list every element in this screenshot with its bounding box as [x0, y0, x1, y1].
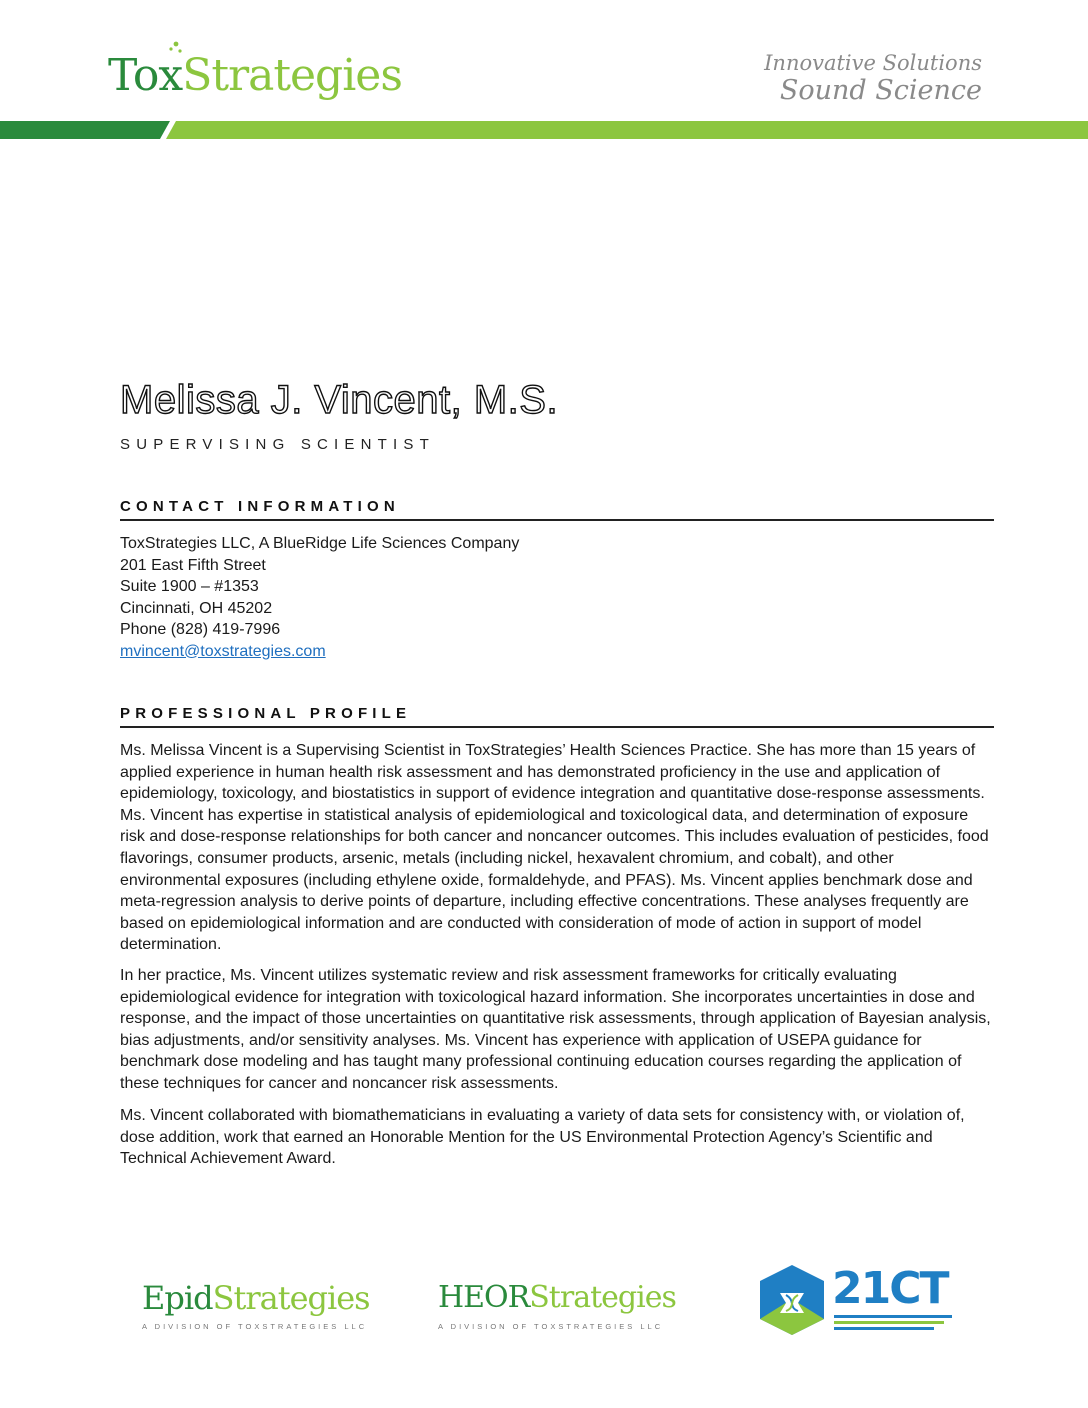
- contact-suite: Suite 1900 – #1353: [120, 578, 259, 595]
- contact-email-link[interactable]: mvincent@toxstrategies.com: [120, 642, 326, 660]
- epid-logo-part-b: Strategies: [212, 1279, 370, 1317]
- profile-heading: PROFESSIONAL PROFILE: [120, 705, 994, 728]
- profile-paragraph-1: Ms. Melissa Vincent is a Supervising Scientist in ToxStrategies’ Health Sciences Practice. She has more than 15 years of applied experience in human health risk assessment and has demonstrated proficiency in the use and application of epidemiology, toxicology, and biostatistics in support of evidence integration and quantitative dose-response assessments. Ms. Vincent has expertise in statistical analysis of epidemiological and toxicological data, and determination of exposure risk and dose-response relationships for both cancer and noncancer outcomes. This includes evaluation of pesticides, food flavorings, consumer products, arsenic, metals (including nickel, hexavalent chromium, and cobalt), and other environmental exposures (including ethylene oxide, formaldehyde, and PFAS). Ms. Vincent applies benchmark dose and meta-regression analysis to derive points of departure, including effective concentrations. These analyses frequently are based on epidemiological information and are conducted with consideration of mode of action in support of model determination.: [120, 742, 989, 954]
- heor-logo-part-a: HEOR: [438, 1280, 530, 1315]
- profile-paragraph-3: Ms. Vincent collaborated with biomathematicians in evaluating a variety of data sets for consistency with, or violation of, dose addition, work that earned an Honorable Mention for the US Environmental Protection Agency’s Scientific and Technical Achievement Award.: [120, 1107, 965, 1168]
- person-name: Melissa J. Vincent, M.S.: [120, 378, 559, 422]
- toxstrategies-logo: [108, 40, 402, 110]
- contact-heading: CONTACT INFORMATION: [120, 498, 994, 521]
- profile-paragraph-2: In her practice, Ms. Vincent utilizes systematic review and risk assessment frameworks for critically evaluating epidemiological evidence for integration with toxicological hazard information. She incorporates uncertainties in dose and response, and the impact of those uncertainties on quantitative risk assessments, through application of Bayesian analysis, bias adjustments, and/or sensitivity analyses. Ms. Vincent has experience with application of USEPA guidance for benchmark dose modeling and has taught many professional continuing education courses regarding the application of these techniques for cancer and noncancer risk assessments.: [120, 967, 991, 1092]
- contact-phone: Phone (828) 419-7996: [120, 621, 281, 638]
- epid-logo-part-a: Epid: [142, 1279, 213, 1317]
- epidstrategies-logo: [142, 1278, 370, 1331]
- logo-strategies-text: Strategies: [182, 50, 402, 101]
- tagline-line-2: Sound Science: [779, 75, 982, 106]
- 21ct-logo: [758, 1263, 958, 1348]
- header-band: [0, 121, 1088, 139]
- person-title: SUPERVISING SCIENTIST: [120, 436, 435, 453]
- tagline-line-1: Innovative Solutions: [764, 51, 982, 75]
- 21ct-logo-text: 21CT: [832, 1263, 948, 1314]
- contact-block: [120, 533, 519, 662]
- heor-logo-part-b: Strategies: [529, 1280, 676, 1315]
- contact-city: Cincinnati, OH 45202: [120, 599, 273, 617]
- heorstrategies-logo: [438, 1278, 676, 1331]
- heor-division-text: A DIVISION OF TOXSTRATEGIES LLC: [438, 1322, 664, 1331]
- contact-company: ToxStrategies LLC, A BlueRidge Life Sciences Company: [120, 535, 520, 552]
- contact-street: 201 East Fifth Street: [120, 556, 266, 574]
- logo-tox-text: Tox: [108, 50, 183, 101]
- epid-division-text: A DIVISION OF TOXSTRATEGIES LLC: [142, 1322, 368, 1331]
- tagline: [764, 50, 982, 106]
